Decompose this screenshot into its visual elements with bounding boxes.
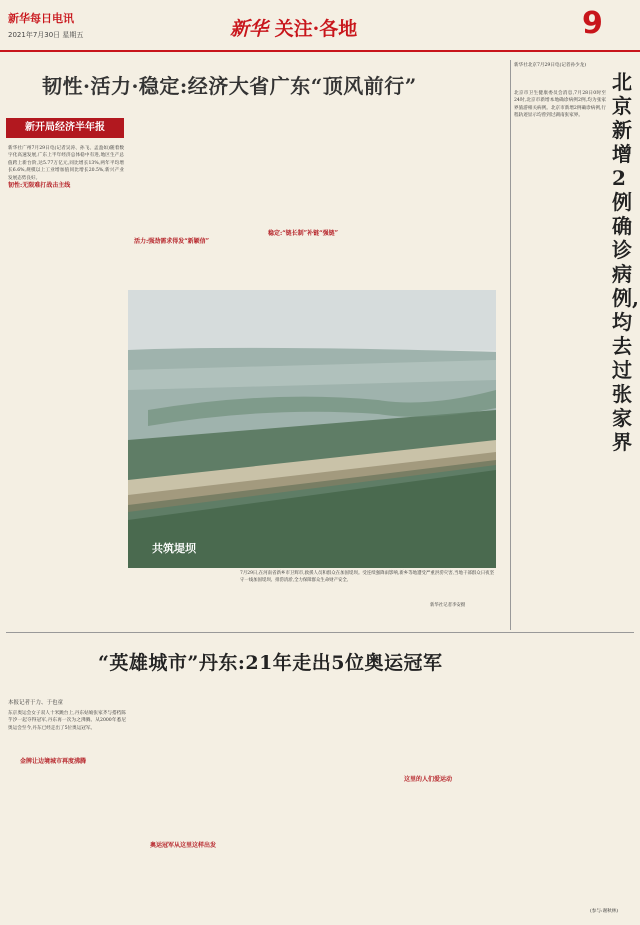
bottom-story-lead: 东京奥运会女子双人十米跳台上,丹东姑娘张家齐与搭档陈芋汐一起夺得冠军,丹东再一次为之沸腾。从2000年悉尼奥运会至今,丹东已经走出了5位奥运冠军。 [8,711,126,731]
bottom-subhead-1: 金牌让边境城市再度沸腾 [20,758,87,765]
main-headline: 韧性·活力·稳定:经济大省广东“顶风前行” [42,74,417,98]
photo-illustration [128,290,496,568]
bottom-body-col4 [380,700,498,770]
masthead-rule [0,50,640,52]
main-story-body-col1b [8,300,124,620]
bottom-headline: “英雄城市”丹东:21年走出5位奥运冠军 [98,652,443,674]
photo-credit: 新华社记者李安摄 [430,603,466,608]
issue-date: 2021年7月30日 星期五 [8,31,84,39]
newspaper-logo: 新华每日电讯 [8,12,74,25]
main-story-subhead-3: 稳定:“链长制”补链“强链” [268,230,339,237]
side-story-lead: 北京市卫生健康委员会消息,7月28日0时至24时,北京市新增本地确诊病例2例,均为张家界旅游相关病例。北京市新增2例确诊病例,行程轨迹显示均曾到过湖南张家界。 [514,91,606,119]
main-story-body-col4 [374,120,506,288]
photo-caption: 7月29日,在河南省新乡市卫辉市,救援人员和群众在加固堤坝。受连续强降雨影响,新乡等地遭受严重洪涝灾害,当地干部群众日夜坚守一线加固堤坝、排涝清淤,全力保障群众生命财产安全, [240,571,494,584]
main-story-body-col3 [252,120,370,220]
side-story-body [514,300,634,620]
bottom-body-col2 [132,700,250,835]
main-story-body-col3b [252,238,370,288]
photo-title: 共筑堤坝 [152,542,196,555]
main-story-lead: 新华社广州7月29日电(记者吴涛、孙飞、孟盈如)随着数字化高速发展,广东上半年经济总体稳中有进,地区生产总值跨上新台阶,达5.77万亿元,同比增长13%,两年平均增长6.6%,规模以上工业增加值同比增长20.5%,新兴产业发展态势良好。 [8,146,124,181]
bottom-body-col1 [8,766,126,918]
main-story-body-col2b [130,246,248,286]
bottom-subhead-3: 这里的人们爱运动 [404,776,453,783]
page-number: 9 [582,6,603,41]
main-story-subhead-1: 韧性:无限难打战击主线 [8,182,71,189]
bottom-closing: (参与:谢秋林) [590,909,619,914]
bottom-body-col2b [132,850,250,918]
section-title: 新华 关注·各地 [230,18,358,40]
bottom-body-col5 [504,700,634,906]
side-story-headline: 北京新增2例确诊病例,均去过张家界 [612,70,639,454]
masthead [0,0,640,50]
column-rule [510,60,511,630]
bottom-subhead-2: 奥运冠军从这里这样出发 [150,842,217,849]
bottom-byline: 本报记者于力、于也童 [8,700,64,706]
section-label: 新开局经济半年报 [6,118,124,138]
main-story-body-col2 [130,120,248,230]
section-divider [6,632,634,633]
main-story-subhead-2: 活力:强劲需求得发“新颖信” [134,238,210,245]
bottom-body-col3 [256,700,374,918]
side-story-dateline: 新华社北京7月29日电(记者孙少龙) [514,63,587,68]
bottom-body-col4b [380,784,498,918]
flood-embankment-photo [128,290,496,568]
